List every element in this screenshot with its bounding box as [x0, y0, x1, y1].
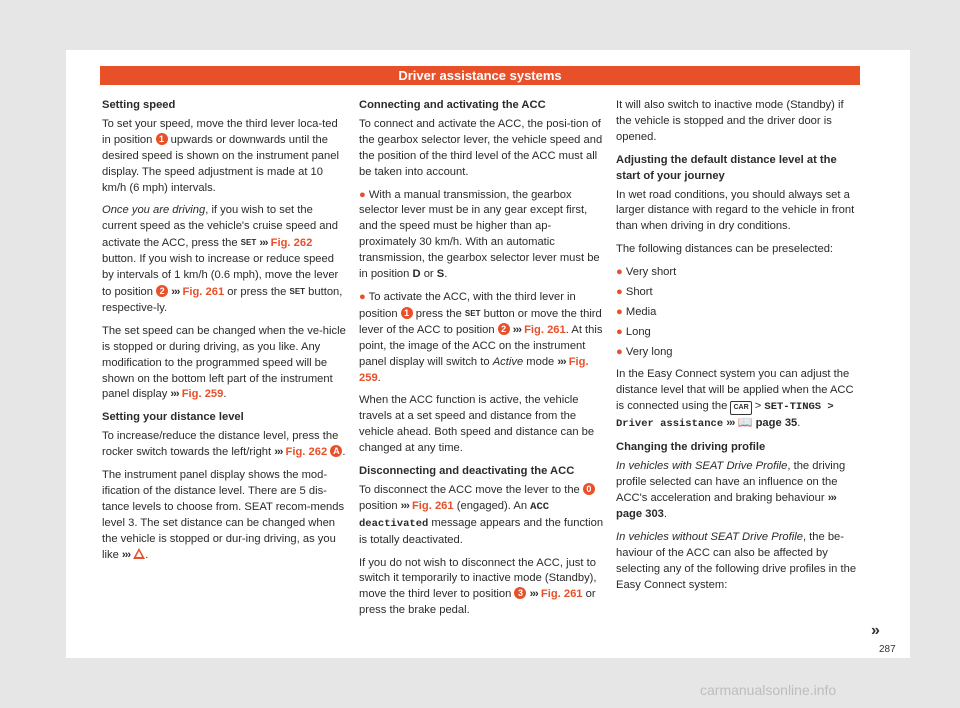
section-header: Driver assistance systems: [100, 66, 860, 85]
column-3: [616, 98, 861, 600]
paragraph: To disconnect the ACC move the lever to the 0 position ››› Fig. 261 (engaged). An ACC deactivated message appears and the function is totally deactivated.: [359, 483, 604, 546]
continue-arrow-icon: »: [871, 622, 880, 639]
figure-link[interactable]: Fig. 262: [285, 446, 328, 459]
display-message: ACC deactivated: [359, 500, 550, 530]
distance-list: [616, 265, 861, 361]
set-button-icon: SET: [289, 286, 306, 296]
list-item: ● Short: [616, 286, 653, 299]
position-badge: 0: [583, 483, 595, 495]
figure-link[interactable]: Fig. 262: [270, 237, 313, 250]
bullet-icon: ●: [616, 305, 623, 318]
heading-disconnecting-acc: Disconnecting and deactivating the ACC: [359, 465, 575, 478]
paragraph: To increase/reduce the distance level, press the rocker switch towards the left/right ››› Fig. 262 A .: [102, 430, 346, 459]
bullet-item: ● With a manual transmission, the gearbox selector lever must be in any gear except first, and the speed must be higher than ap-proximately 30 km/h. With an automatic transmission, the gearbox selector lever must be in position D or S.: [359, 188, 600, 281]
paragraph: It will also switch to inactive mode (Standby) if the vehicle is stopped and the driver door is opened.: [616, 99, 844, 143]
heading-connecting-acc: Connecting and activating the ACC: [359, 99, 546, 111]
reference-arrow-icon: ›››: [400, 499, 409, 512]
heading-setting-speed: Setting speed: [102, 99, 176, 111]
position-badge: 2: [498, 323, 510, 335]
position-badge: 2: [156, 285, 168, 297]
paragraph: Once you are driving, if you wish to set the current speed as the vehicle's cruise speed and activate the ACC, press the SET ››› Fig. 262 button. If you wish to increase or reduce speed by intervals of 1 km/h (0.6 mph), move the lever to position 2 ››› Fig. 261 or press the SET button, respective-ly.: [102, 204, 343, 314]
paragraph: In vehicles without SEAT Drive Profile, the be-haviour of the ACC can also be affected by selecting any of the following drive profiles in the Easy Connect system:: [616, 530, 857, 591]
position-badge: 1: [156, 133, 168, 145]
set-button-icon: SET: [240, 238, 257, 248]
book-icon: 📖: [737, 415, 753, 430]
reference-arrow-icon: ›››: [259, 237, 268, 250]
list-item: ● Very long: [616, 345, 673, 358]
bullet-icon: ●: [359, 188, 366, 201]
paragraph: In wet road conditions, you should always set a larger distance with regard to the vehicle in front than when driving in dry conditions.: [616, 188, 855, 233]
warning-icon[interactable]: [133, 548, 145, 559]
figure-link[interactable]: Fig. 261: [411, 499, 454, 512]
reference-arrow-icon: ›››: [170, 388, 179, 401]
figure-link[interactable]: Fig. 259: [359, 355, 589, 384]
car-button-icon: CAR: [730, 401, 751, 415]
bullet-icon: ●: [616, 345, 623, 358]
bullet-icon: ●: [359, 290, 366, 303]
heading-distance-level: Setting your distance level: [102, 411, 244, 424]
paragraph: In the Easy Connect system you can adjust the distance level that will be applied when the ACC is connected using the CAR > SET-TINGS > Driver assistance ››› 📖 page 35.: [616, 367, 854, 431]
reference-arrow-icon: ›››: [827, 492, 836, 505]
reference-arrow-icon: ›››: [726, 417, 735, 430]
menu-path: SET-TINGS > Driver assistance: [616, 400, 834, 431]
figure-link[interactable]: Fig. 261: [524, 323, 566, 336]
reference-arrow-icon: ›››: [557, 355, 566, 368]
bullet-icon: ●: [616, 325, 623, 338]
position-badge: 3: [514, 587, 526, 599]
heading-driving-profile: Changing the driving profile: [616, 441, 766, 454]
reference-arrow-icon: ›››: [529, 588, 538, 601]
figure-link[interactable]: Fig. 259: [181, 388, 224, 401]
figure-link[interactable]: Fig. 261: [182, 285, 225, 298]
column-1: [102, 98, 347, 570]
paragraph: In vehicles with SEAT Drive Profile, the driving profile selected can have an influence on the ACC's acceleration and braking behaviour ››› page 303.: [616, 460, 846, 520]
page-number: 287: [879, 644, 896, 655]
list-item: ● Very short: [616, 266, 677, 279]
heading-default-distance: Adjusting the default distance level at the start of your journey: [616, 153, 837, 182]
position-badge: 1: [401, 307, 413, 319]
figure-link[interactable]: Fig. 261: [540, 588, 583, 601]
list-item: ● Media: [616, 305, 657, 318]
column-2: [359, 98, 604, 626]
paragraph: The instrument panel display shows the mod-ification of the distance level. There are 5 dis-tance levels to choose from. SEAT recom-mends level 3. The set distance can be changed when the vehicle is stopped or dur-ing driving, as you like ››› .: [102, 469, 345, 561]
reference-arrow-icon: ›››: [512, 323, 521, 336]
page-link[interactable]: page 303: [616, 507, 664, 520]
paragraph: To connect and activate the ACC, the posi-tion of the gearbox selector lever, the vehicle speed and the position of the third level of the ACC must all be taken into account.: [359, 117, 603, 178]
paragraph: To set your speed, move the third lever loca-ted in position 1 upwards or downwards until the desired speed is shown on the instrument panel display. The speed adjustment is made at 10 km/h (6 mph) intervals.: [102, 117, 339, 194]
paragraph: The set speed can be changed when the ve-hicle is stopped or during driving, as you like. Any modification to the programmed speed will be shown on the bottom left part of the instrument panel display ››› Fig. 259.: [102, 324, 346, 401]
bullet-icon: ●: [616, 286, 623, 299]
reference-arrow-icon: ›››: [171, 285, 180, 298]
page-link[interactable]: page 35: [755, 417, 798, 430]
callout-badge: A: [330, 445, 342, 457]
paragraph: When the ACC function is active, the vehicle travels at a set speed and distance from the vehicle ahead. Both speed and distance can be changed at any time.: [359, 394, 595, 455]
set-button-icon: SET: [464, 308, 481, 318]
bullet-item: ● To activate the ACC, with the third lever in position 1 press the SET button or move the third lever of the ACC to position 2 ››› Fig. 261. At this point, the image of the ACC on the instrument panel display will switch to Active mode ››› Fig. 259.: [359, 290, 603, 384]
watermark: carmanualsonline.info: [700, 682, 837, 698]
list-item: ● Long: [616, 325, 651, 338]
bullet-icon: ●: [616, 266, 623, 279]
reference-arrow-icon: ›››: [274, 446, 283, 459]
paragraph: If you do not wish to disconnect the ACC, just to switch it temporarily to inactive mode (Standby), move the third lever to position 3 ››› Fig. 261 or press the brake pedal.: [359, 556, 597, 617]
reference-arrow-icon: ›››: [121, 548, 131, 561]
paragraph: The following distances can be preselected:: [616, 243, 834, 256]
